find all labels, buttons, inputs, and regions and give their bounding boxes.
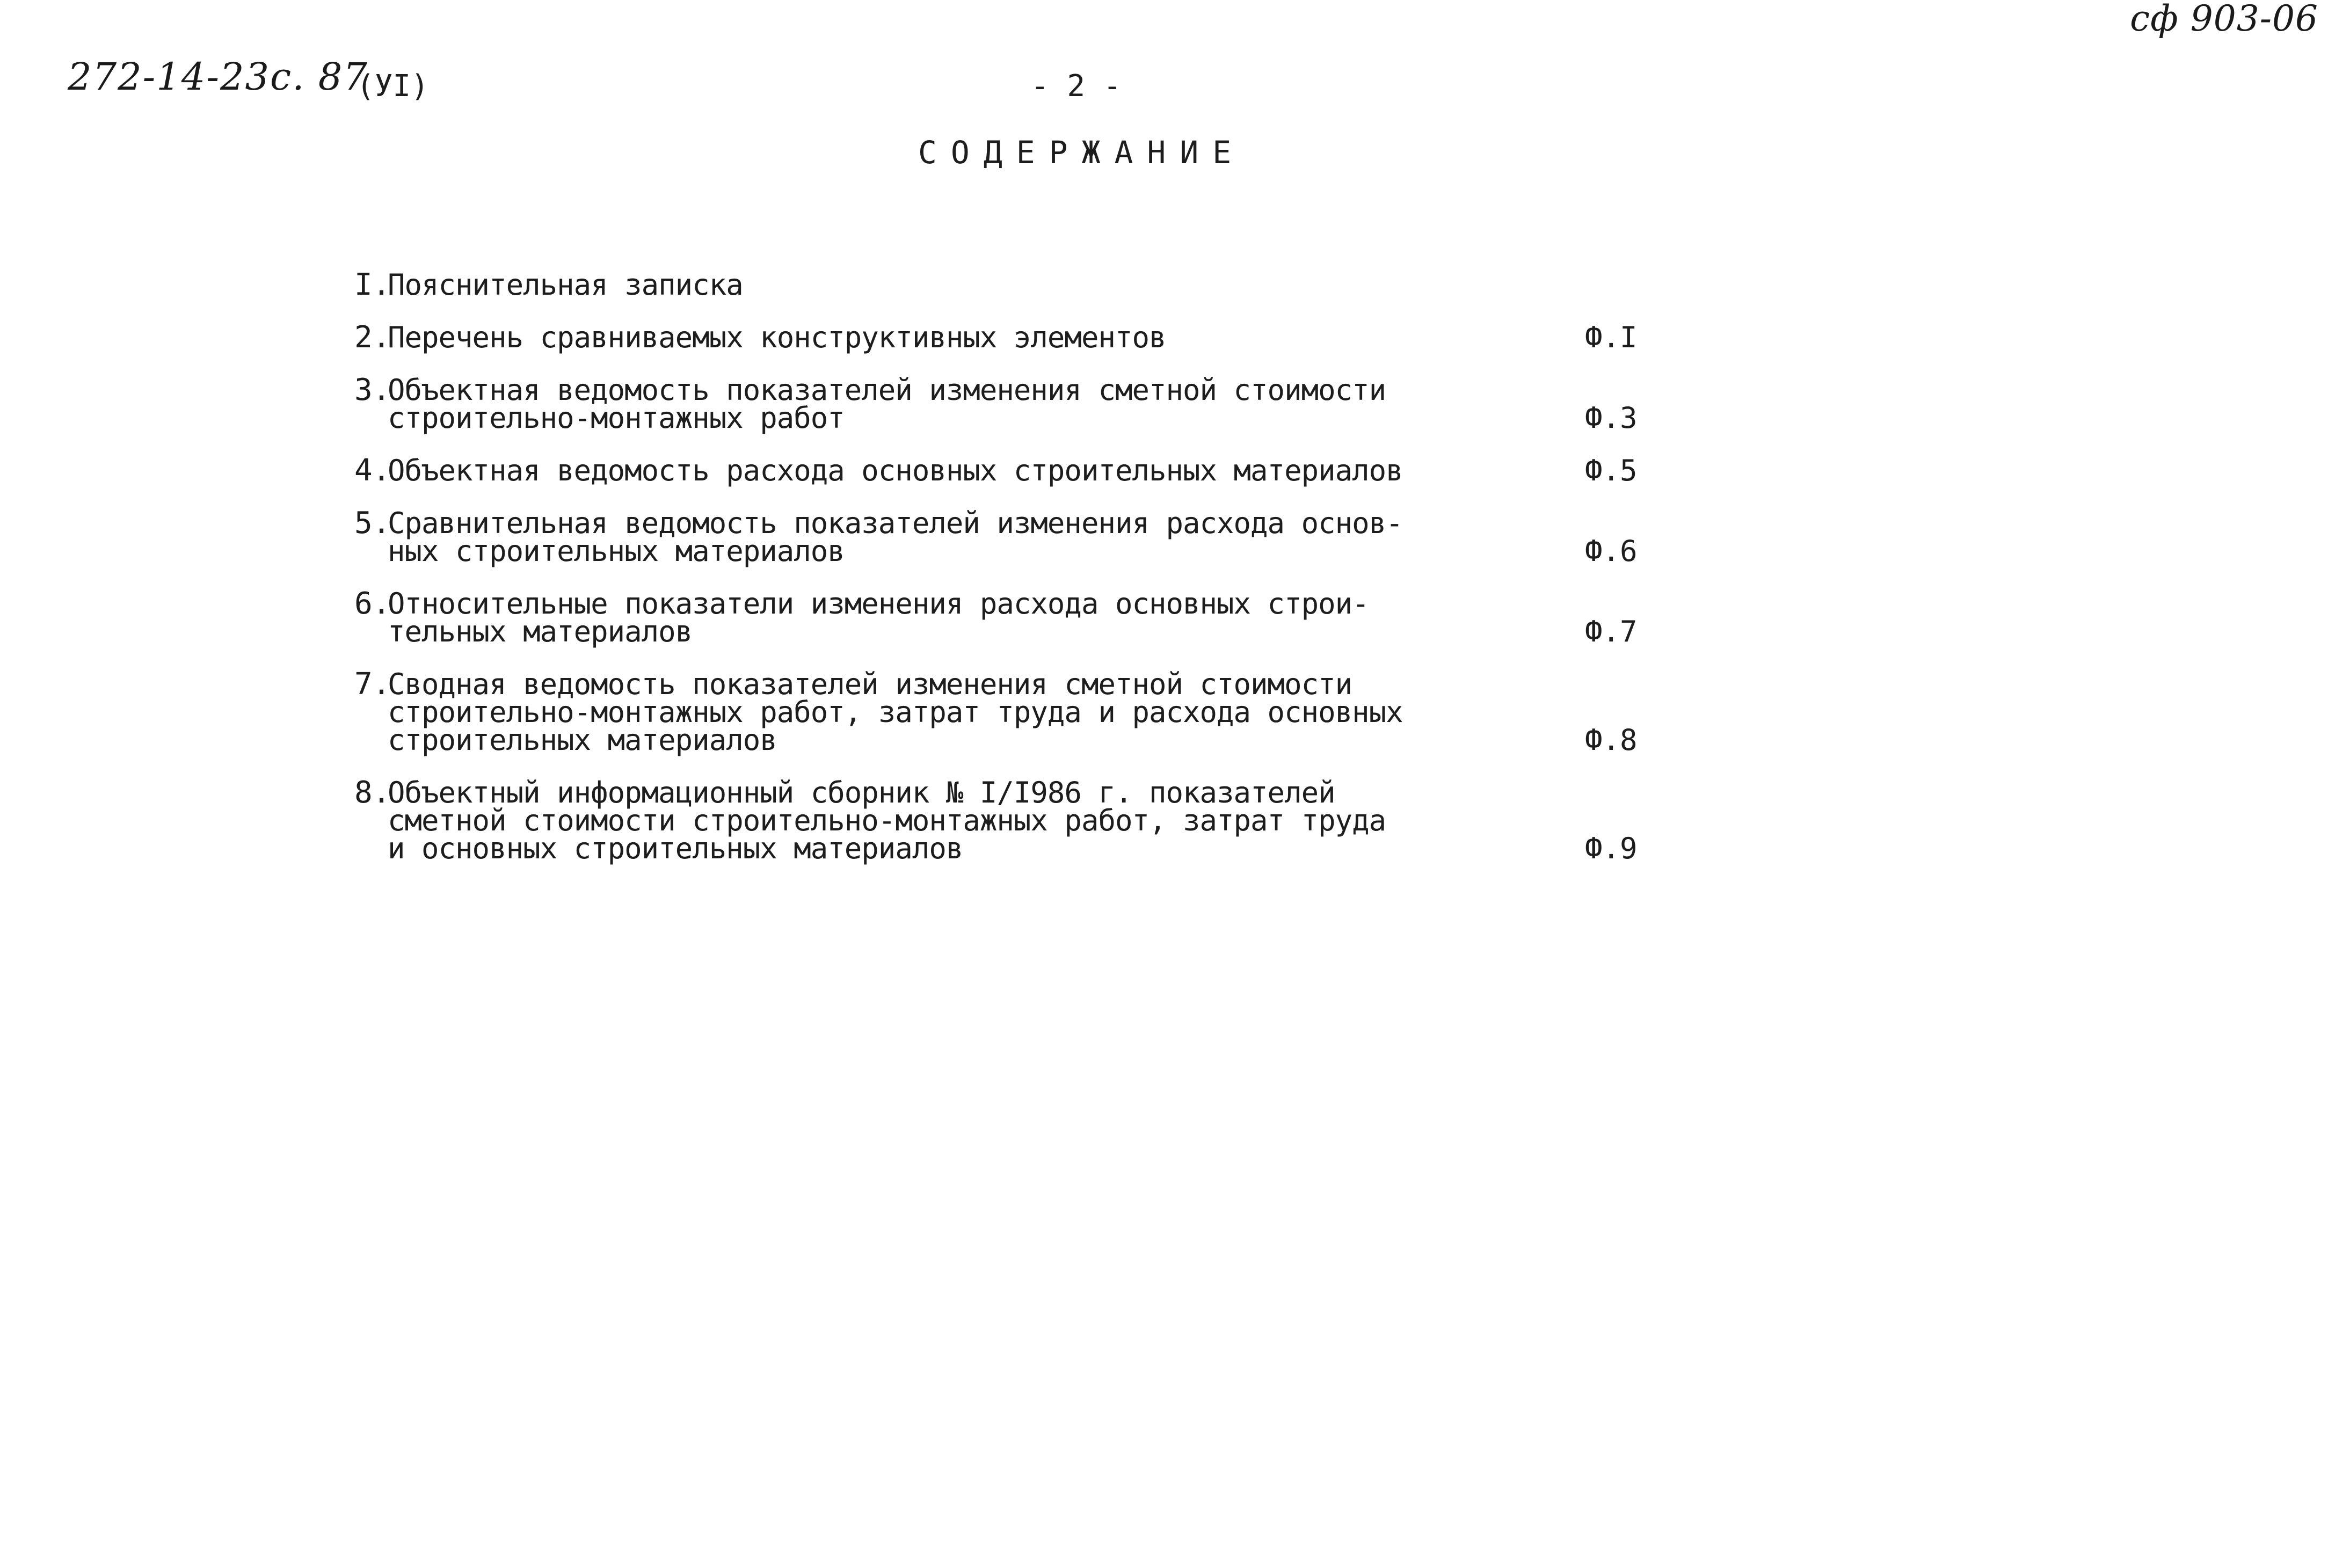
volume-label: (УI) <box>357 69 429 104</box>
toc-item-line: Сравнительная ведомость показателей изменения расхода основ- <box>388 506 1403 540</box>
toc-item-number: 2. <box>354 320 391 355</box>
toc-item-line: строительно-монтажных работ, затрат труда и расхода основных <box>388 695 1403 729</box>
document-code: 272-14-23с. 87 <box>68 55 368 99</box>
toc-item-number: 8. <box>354 775 391 810</box>
toc-item-number: I. <box>354 267 391 302</box>
toc-item-form: Ф.5 <box>1585 454 1638 487</box>
toc-item-text <box>388 320 1488 354</box>
toc-item-number: 7. <box>354 667 391 702</box>
page-number: - 2 - <box>1031 69 1122 104</box>
archive-code: сф 903-06 <box>2130 0 2318 39</box>
toc-item-line: Относительные показатели изменения расхода основных строи- <box>388 587 1369 621</box>
toc-item-line: строительно-монтажных работ <box>388 401 845 435</box>
toc-item-line: Перечень сравниваемых конструктивных элементов <box>388 320 1166 354</box>
toc-item <box>354 453 1643 488</box>
toc-item-line: Сводная ведомость показателей изменения сметной стоимости <box>388 667 1352 701</box>
toc-item-number: 4. <box>354 453 391 488</box>
toc-item-number: 6. <box>354 586 391 621</box>
toc-item-form: Ф.I <box>1585 320 1638 354</box>
toc-item <box>354 667 1643 757</box>
toc-item-line: Объектный информационный сборник № I/I986 г. показателей <box>388 776 1335 809</box>
toc-item <box>354 267 1643 302</box>
toc-item-text <box>388 587 1488 648</box>
page-title: СОДЕРЖАНИЕ <box>918 134 1246 171</box>
table-of-contents <box>354 267 1643 887</box>
toc-item-line: строительных материалов <box>388 723 777 757</box>
toc-item-line: ных строительных материалов <box>388 534 845 568</box>
toc-item-line: и основных строительных материалов <box>388 832 963 865</box>
toc-item <box>354 373 1643 435</box>
toc-item-number: 3. <box>354 373 391 407</box>
toc-item-text <box>388 454 1488 487</box>
toc-item <box>354 775 1643 865</box>
toc-item-form: Ф.9 <box>1585 832 1638 865</box>
toc-item-text <box>388 506 1488 568</box>
toc-item-form: Ф.8 <box>1585 723 1638 757</box>
toc-item-text <box>388 373 1488 435</box>
toc-item-text <box>388 667 1488 757</box>
toc-item-text <box>388 268 1488 302</box>
toc-item-number: 5. <box>354 506 391 541</box>
toc-item <box>354 506 1643 568</box>
toc-item-line: Объектная ведомость расхода основных строительных материалов <box>388 454 1403 487</box>
toc-item-text <box>388 776 1488 865</box>
toc-item-line: Объектная ведомость показателей изменения сметной стоимости <box>388 373 1386 407</box>
toc-item-line: тельных материалов <box>388 615 693 648</box>
toc-item <box>354 320 1643 355</box>
toc-item-line: Пояснительная записка <box>388 268 743 302</box>
toc-item-line: сметной стоимости строительно-монтажных работ, затрат труда <box>388 804 1386 837</box>
toc-item-form: Ф.6 <box>1585 534 1638 568</box>
toc-item-form: Ф.7 <box>1585 615 1638 648</box>
toc-item <box>354 586 1643 648</box>
toc-item-form: Ф.3 <box>1585 401 1638 435</box>
